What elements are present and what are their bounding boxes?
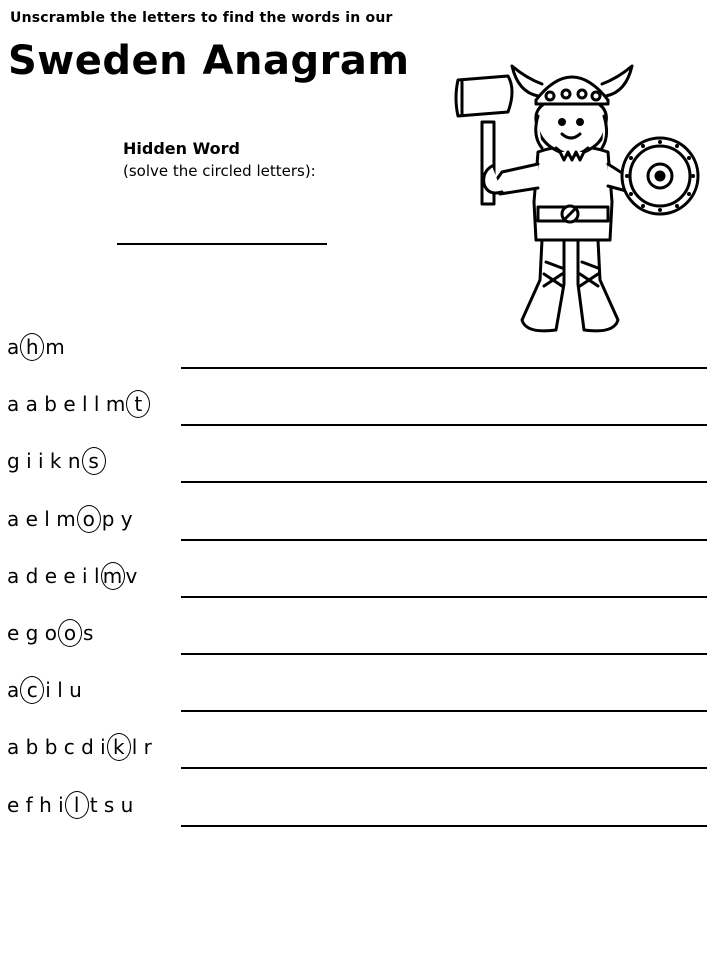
circled-letter: h — [20, 333, 44, 361]
anagram-row — [0, 447, 718, 487]
letter: i — [26, 449, 32, 474]
letter: l — [93, 563, 100, 588]
anagram-row — [0, 733, 718, 773]
letter: a — [7, 335, 20, 359]
letter: d — [81, 735, 94, 760]
letter: c — [63, 735, 75, 760]
letter: t — [89, 792, 98, 817]
letter: h — [39, 792, 52, 817]
letter: i — [58, 792, 64, 817]
letter: e — [63, 563, 76, 588]
letter: e — [25, 506, 38, 531]
hidden-word-answer-line[interactable] — [117, 243, 327, 245]
letter: k — [49, 449, 62, 474]
letter: f — [25, 792, 33, 817]
letter: d — [25, 563, 39, 588]
letter: i — [100, 735, 106, 760]
scrambled-letters — [7, 505, 133, 533]
letter: l — [44, 506, 50, 531]
letter: b — [44, 392, 57, 417]
letter: a — [7, 506, 20, 531]
scrambled-letters — [7, 333, 65, 361]
letter: a — [25, 392, 38, 417]
letter: l — [131, 735, 138, 760]
letter: u — [120, 792, 134, 817]
anagram-row — [0, 562, 718, 602]
letter: b — [25, 735, 39, 760]
letter: i — [82, 563, 88, 588]
scrambled-letters — [7, 676, 82, 704]
anagram-row — [0, 333, 718, 373]
answer-line[interactable] — [181, 424, 707, 426]
letter: v — [125, 563, 138, 588]
viking-with-hammer-and-shield-icon — [452, 52, 712, 342]
circled-letter: m — [101, 562, 125, 590]
scrambled-letters — [7, 447, 107, 475]
letter: a — [7, 735, 20, 760]
circled-letter: k — [107, 733, 131, 761]
letter: l — [57, 678, 63, 703]
letter: s — [103, 792, 115, 817]
instruction-text: Unscramble the letters to find the words in our — [10, 10, 393, 26]
scrambled-letters — [7, 562, 137, 590]
answer-line[interactable] — [181, 653, 707, 655]
letter: e — [7, 621, 20, 645]
anagram-row — [0, 390, 718, 430]
letter: m — [45, 335, 65, 359]
answer-line[interactable] — [181, 767, 707, 769]
anagram-row — [0, 505, 718, 545]
anagram-row — [0, 619, 718, 659]
letter: a — [7, 563, 20, 588]
letter: u — [69, 678, 82, 703]
page-title: Sweden Anagram — [8, 38, 410, 84]
letter: a — [7, 678, 20, 703]
letter: l — [81, 392, 88, 417]
letter: g — [25, 621, 39, 645]
circled-letter: l — [65, 791, 89, 819]
anagram-row — [0, 791, 718, 831]
answer-line[interactable] — [181, 481, 707, 483]
hidden-word-heading: Hidden Word — [123, 139, 241, 158]
letter: i — [45, 678, 51, 703]
answer-line[interactable] — [181, 539, 707, 541]
answer-line[interactable] — [181, 825, 707, 827]
circled-letter: o — [77, 505, 101, 533]
circled-letter: o — [58, 619, 82, 647]
letter: p — [101, 506, 115, 531]
circled-letter: s — [82, 447, 106, 475]
hidden-word-instruction: (solve the circled letters): — [123, 162, 316, 180]
letter: y — [120, 506, 133, 531]
anagram-row — [0, 676, 718, 716]
answer-line[interactable] — [181, 367, 707, 369]
letter: i — [37, 449, 44, 474]
letter: e — [7, 792, 20, 817]
scrambled-letters — [7, 619, 93, 647]
letter: l — [93, 392, 100, 417]
letter: m — [105, 392, 126, 417]
letter: b — [44, 735, 58, 760]
circled-letter: t — [126, 390, 150, 418]
letter: r — [143, 735, 152, 760]
letter: o — [44, 621, 57, 645]
circled-letter: c — [20, 676, 44, 704]
letter: e — [63, 392, 76, 417]
letter: e — [44, 563, 57, 588]
letter: a — [7, 392, 20, 417]
scrambled-letters — [7, 733, 152, 761]
letter: m — [56, 506, 76, 531]
letter: g — [7, 449, 20, 474]
answer-line[interactable] — [181, 596, 707, 598]
answer-line[interactable] — [181, 710, 707, 712]
scrambled-letters — [7, 791, 133, 819]
letter: s — [82, 621, 94, 645]
letter: n — [67, 449, 81, 474]
scrambled-letters — [7, 390, 151, 418]
